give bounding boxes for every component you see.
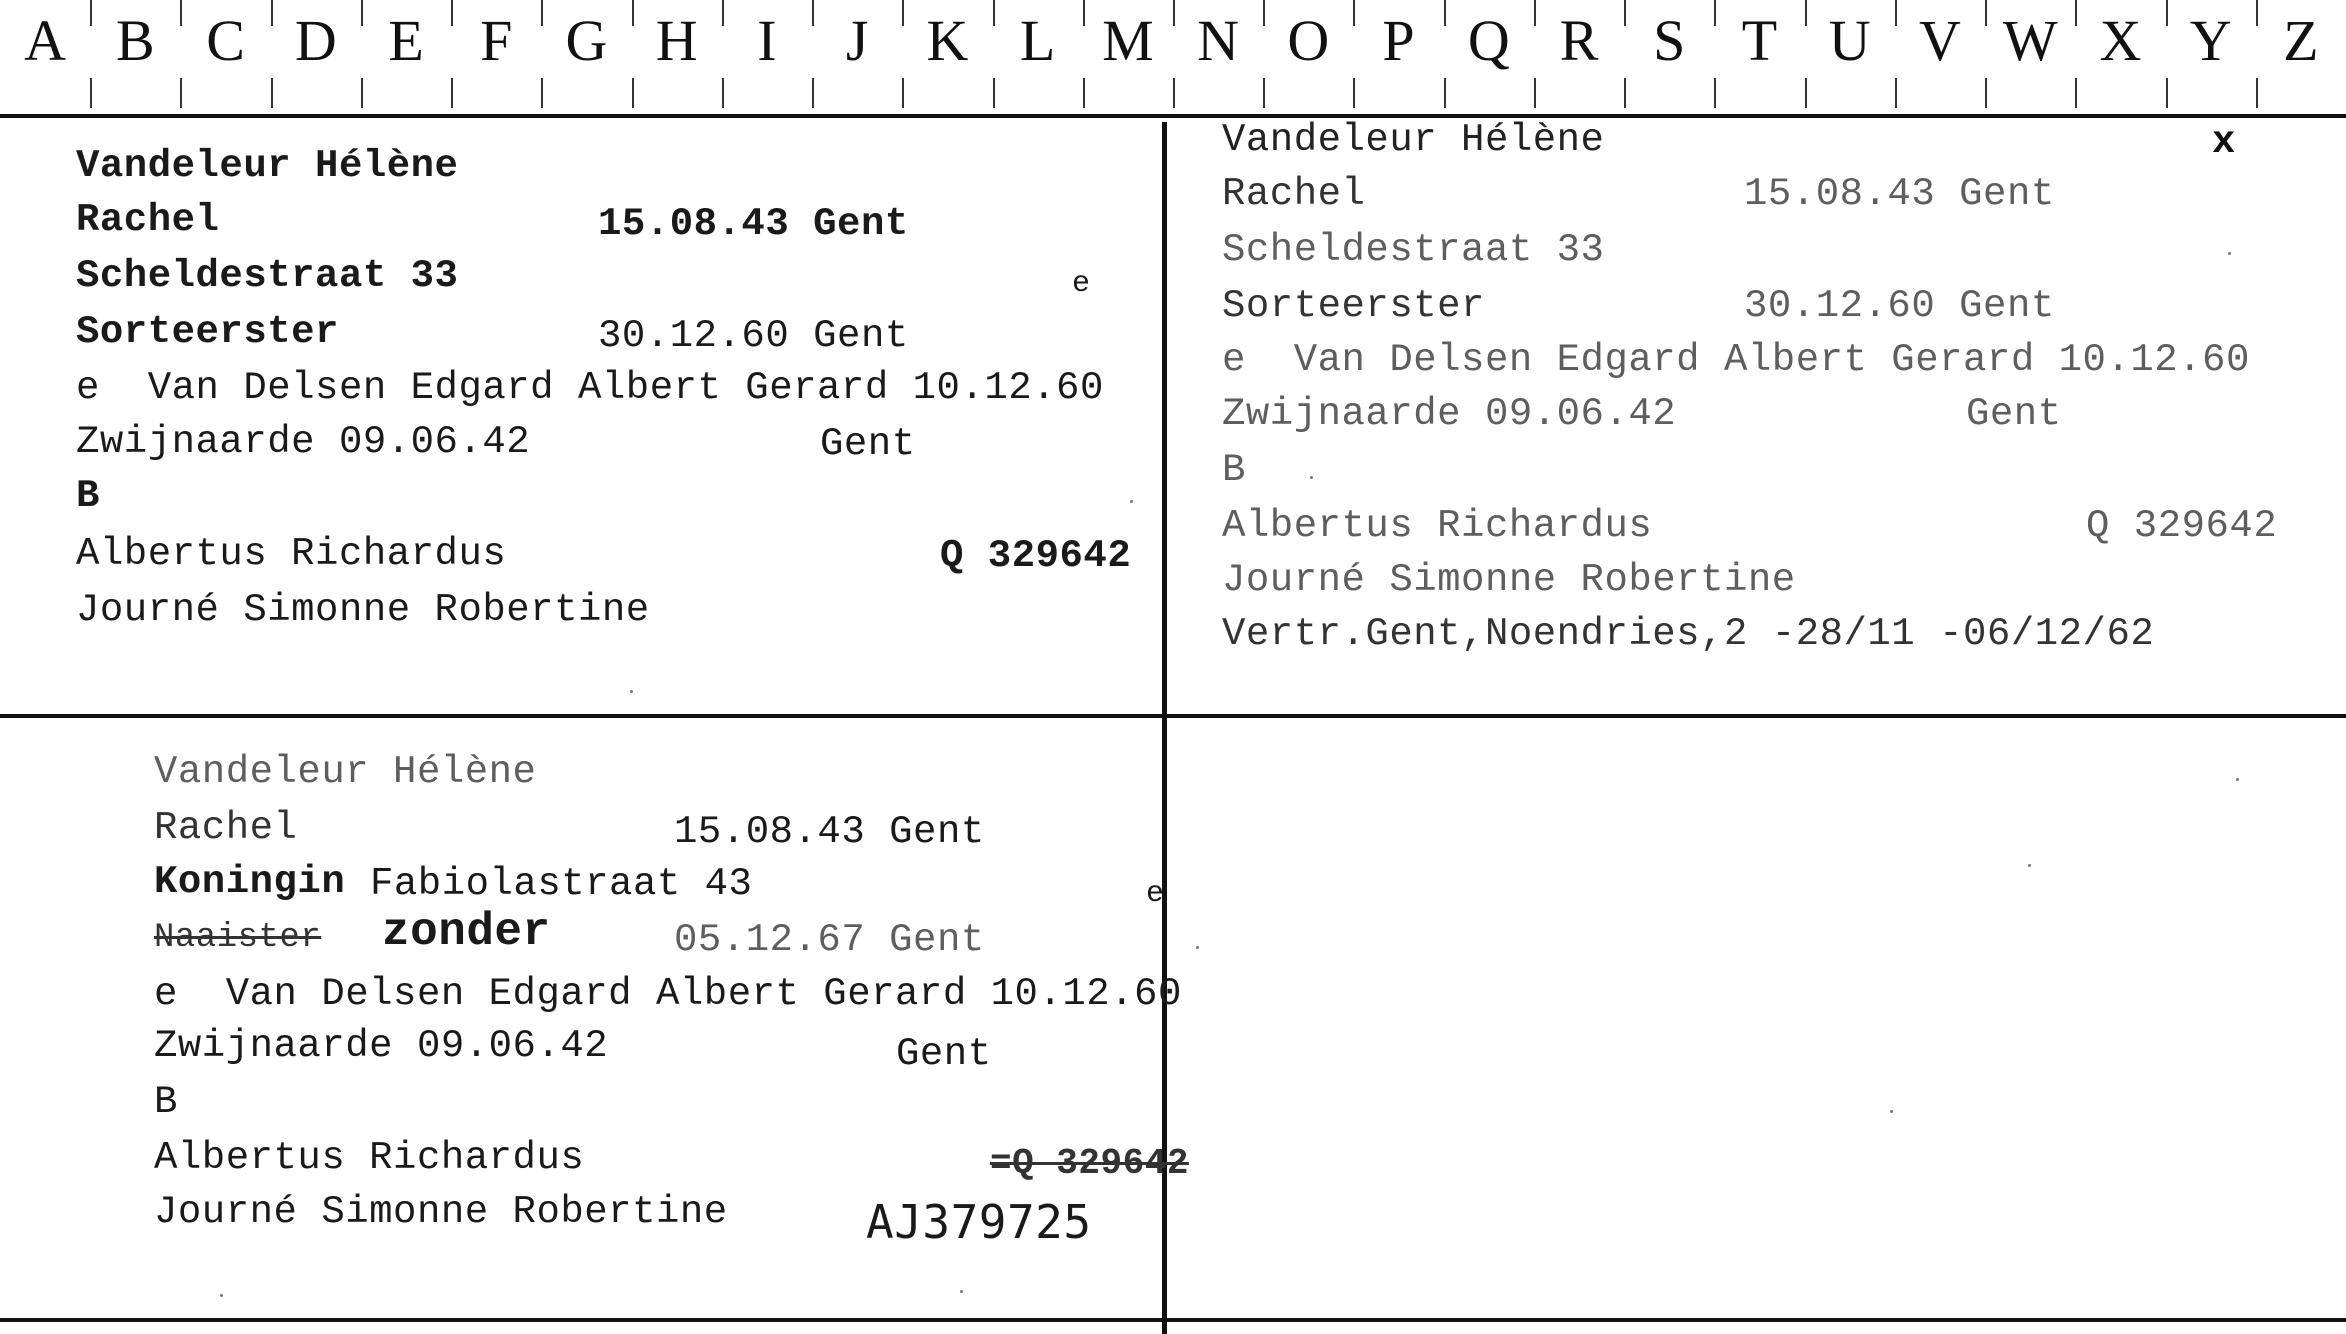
scan-speck [1890, 1110, 1893, 1113]
letter-separator [812, 78, 814, 108]
card2-x-mark: x [2212, 120, 2236, 164]
letter-separator [1714, 0, 1716, 26]
card1-occupation: Sorteerster [76, 310, 339, 354]
card3-spouse-birth: Zwijnaarde 09.06.42 [154, 1024, 609, 1068]
alphabet-letter-j: J [845, 8, 869, 73]
letter-separator [1083, 0, 1085, 26]
scan-speck [960, 1290, 963, 1293]
scan-speck [2236, 778, 2239, 781]
alphabet-letter-d: D [294, 8, 337, 73]
card1-mother: Journé Simonne Robertine [76, 588, 650, 632]
alphabet-letter-b: B [116, 8, 155, 73]
letter-separator [632, 78, 634, 108]
card3-birth: 15.08.43 Gent [674, 810, 985, 854]
letter-separator [1263, 0, 1265, 26]
card1-spouse: e Van Delsen Edgard Albert Gerard 10.12.60 [76, 366, 1104, 410]
card1-mark: e [1072, 267, 1091, 301]
alphabet-letter-w: W [2002, 8, 2058, 73]
card3-street-b: Fabiolastraat 43 [370, 862, 753, 906]
card2-occupation-date: 30.12.60 Gent [1744, 284, 2055, 328]
letter-separator [180, 78, 182, 108]
alphabet-letter-q: Q [1467, 8, 1510, 73]
alphabet-letter-m: M [1102, 8, 1154, 73]
letter-separator [993, 0, 995, 26]
alphabet-letter-p: P [1382, 8, 1415, 73]
letter-separator [2075, 78, 2077, 108]
scan-speck [2228, 252, 2231, 255]
card3-nationality: B [154, 1080, 178, 1124]
card2-father: Albertus Richardus [1222, 504, 1653, 548]
card1-street: Scheldestraat 33 [76, 254, 459, 298]
letter-separator [1624, 78, 1626, 108]
card2-spouse-birth: Zwijnaarde 09.06.42 [1222, 392, 1677, 436]
alphabet-letter-z: Z [2283, 8, 2319, 73]
card1-spouse-birth: Zwijnaarde 09.06.42 [76, 420, 531, 464]
card3-spouse: e Van Delsen Edgard Albert Gerard 10.12.60 [154, 972, 1182, 1016]
alphabet-letter-v: V [1919, 8, 1961, 73]
letter-separator [722, 0, 724, 26]
divider-bottom [0, 1318, 2346, 1322]
letter-separator [2075, 0, 2077, 26]
alphabet-letter-u: U [1828, 8, 1871, 73]
card3-father: Albertus Richardus [154, 1136, 585, 1180]
card1-birth: 15.08.43 Gent [598, 202, 909, 246]
card3-mark: e [1146, 877, 1165, 911]
letter-separator [1805, 78, 1807, 108]
card1-spouse-city: Gent [820, 422, 916, 466]
alphabet-letter-a: A [24, 8, 67, 73]
letter-separator [451, 78, 453, 108]
card3-first-name: Rachel [154, 806, 298, 850]
divider-top [0, 114, 2346, 118]
letter-separator [1714, 78, 1716, 108]
letter-separator [1805, 0, 1807, 26]
card1-first-name: Rachel [76, 198, 220, 242]
alphabet-letter-t: T [1741, 8, 1778, 73]
card2-occupation: Sorteerster [1222, 284, 1485, 328]
card2-first-name: Rachel [1222, 172, 1366, 216]
card2-name: Vandeleur Hélène [1222, 118, 1605, 162]
alphabet-letter-x: X [2099, 8, 2142, 73]
card3-new-id-number: AJ379725 [866, 1195, 1092, 1249]
alphabet-letter-y: Y [2189, 8, 2232, 73]
letter-separator [1353, 0, 1355, 26]
alphabet-letter-l: L [1019, 8, 1056, 73]
letter-separator [361, 0, 363, 26]
scan-speck [1310, 476, 1313, 479]
alphabet-letter-c: C [206, 8, 245, 73]
letter-separator [541, 0, 543, 26]
alphabet-letter-o: O [1287, 8, 1330, 73]
letter-separator [1534, 78, 1536, 108]
alphabet-letter-f: F [480, 8, 513, 73]
letter-separator [993, 78, 995, 108]
letter-separator [90, 78, 92, 108]
scan-speck [2028, 864, 2031, 867]
letter-separator [632, 0, 634, 26]
letter-separator [180, 0, 182, 26]
letter-separator [2166, 78, 2168, 108]
letter-separator [722, 78, 724, 108]
letter-separator [2166, 0, 2168, 26]
letter-separator [2256, 78, 2258, 108]
letter-separator [1353, 78, 1355, 108]
alphabet-letter-g: G [565, 8, 608, 73]
letter-separator [812, 0, 814, 26]
card2-spouse: e Van Delsen Edgard Albert Gerard 10.12.60 [1222, 338, 2250, 382]
card2-departure: Vertr.Gent,Noendries,2 -28/11 -06/12/62 [1222, 612, 2155, 656]
card3-spouse-city: Gent [896, 1032, 992, 1076]
alphabet-index [0, 0, 2346, 110]
card1-name: Vandeleur Hélène [76, 144, 459, 188]
card3-name: Vandeleur Hélène [154, 750, 537, 794]
letter-separator [1985, 78, 1987, 108]
card3-old-occupation: Naaister [154, 919, 322, 957]
letter-separator [361, 78, 363, 108]
letter-separator [541, 78, 543, 108]
alphabet-letter-s: S [1653, 8, 1686, 73]
card2-mother: Journé Simonne Robertine [1222, 558, 1796, 602]
letter-separator [1173, 0, 1175, 26]
letter-separator [1985, 0, 1987, 26]
letter-separator [1624, 0, 1626, 26]
letter-separator [1444, 78, 1446, 108]
card3-new-occupation: zonder [382, 906, 551, 958]
card1-nationality: B [76, 474, 100, 518]
letter-separator [1263, 78, 1265, 108]
card1-father: Albertus Richardus [76, 532, 507, 576]
card3-old-id-number: =Q 329642 [990, 1143, 1189, 1184]
card2-id-number: Q 329642 [2086, 504, 2278, 548]
letter-separator [902, 78, 904, 108]
scan-speck [220, 1294, 223, 1297]
letter-separator [271, 78, 273, 108]
card1-occupation-date: 30.12.60 Gent [598, 314, 909, 358]
alphabet-letter-i: I [757, 8, 777, 73]
card3-street-a: Koningin [154, 860, 346, 904]
alphabet-letter-n: N [1197, 8, 1240, 73]
letter-separator [90, 0, 92, 26]
alphabet-letter-h: H [655, 8, 698, 73]
letter-separator [451, 0, 453, 26]
letter-separator [1083, 78, 1085, 108]
card3-mother: Journé Simonne Robertine [154, 1190, 728, 1234]
alphabet-letter-r: R [1559, 8, 1599, 73]
card2-birth: 15.08.43 Gent [1744, 172, 2055, 216]
card3-occupation-date: 05.12.67 Gent [674, 918, 985, 962]
letter-separator [1534, 0, 1536, 26]
alphabet-letter-k: K [926, 8, 969, 73]
scan-speck [1196, 946, 1199, 949]
letter-separator [1895, 0, 1897, 26]
card2-street: Scheldestraat 33 [1222, 228, 1605, 272]
letter-separator [1444, 0, 1446, 26]
scan-speck [630, 690, 633, 693]
divider-middle [0, 714, 2346, 718]
card2-spouse-city: Gent [1966, 392, 2062, 436]
scan-speck [1130, 500, 1133, 503]
alphabet-letter-e: E [388, 8, 424, 73]
letter-separator [2256, 0, 2258, 26]
letter-separator [1173, 78, 1175, 108]
letter-separator [902, 0, 904, 26]
card2-nationality: B [1222, 448, 1246, 492]
card1-id-number: Q 329642 [940, 534, 1132, 578]
letter-separator [271, 0, 273, 26]
letter-separator [1895, 78, 1897, 108]
